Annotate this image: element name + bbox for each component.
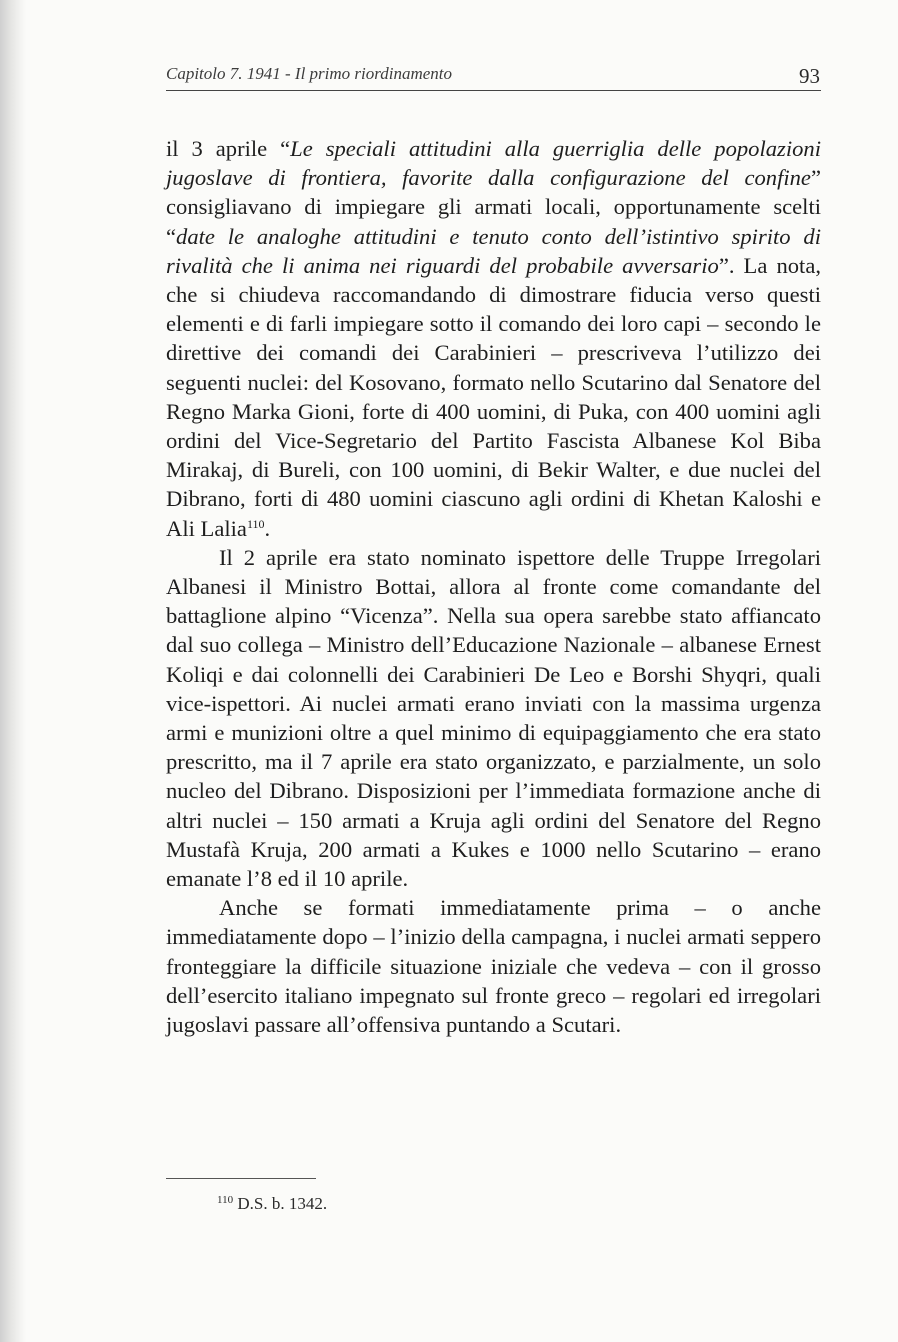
footnote-ref[interactable]: 110 xyxy=(246,516,265,531)
paragraph-3: Anche se formati immediatamente prima – o anche immediatamente dopo – l’inizio della campagna, i nuclei armati seppero fronteggiare la difficile situazione iniziale che vedeva – con il grosso dell’esercito italiano impegnato sul fronte greco – regolari ed irregolari jugoslavi passare all’offensiva puntando a Scutari. xyxy=(166,895,821,1038)
paragraph-1-end: . xyxy=(264,515,271,541)
paragraph-1-text-c: ”. La nota, che si chiudeva raccomandando di dimostrare fiducia verso questi elementi e di farli impiegare sotto il comando dei loro capi – secondo le direttive dei comandi dei Carabinieri – prescriveva l’utilizzo dei seguenti nuclei: del Kosovano, formato nello Scutarino dal Senatore del Regno Marka Gioni, forte di 400 uomini, di Puka, con 400 uomini agli ordini del Vice-Segretario del Partito Fascista Albanese Kol Biba Mirakaj, di Bureli, con 100 uomini, di Bekir Walter, e due nuclei del Dibrano, forti di 480 uomini ciascuno agli ordini di Khetan Kaloshi e Ali Lalia xyxy=(166,252,822,541)
paragraph-1-text-a: il 3 aprile “ xyxy=(166,136,291,161)
body-text xyxy=(166,134,821,1039)
paragraph-1-text-b: ” consigliavano di impiegare gli armati locali, opportunamente scelti “ xyxy=(166,165,821,249)
footnote xyxy=(217,1194,327,1214)
page-gutter-shadow xyxy=(0,0,26,1342)
footnote-text: D.S. b. 1342. xyxy=(237,1194,328,1213)
header-rule xyxy=(166,90,821,91)
paragraph-1 xyxy=(166,134,821,543)
running-head: Capitolo 7. 1941 - Il primo riordinamento xyxy=(166,64,453,83)
quote-2: date le analoghe attitudini e tenuto conto dell’istintivo spirito di rivalità che li anima nei riguardi del probabile avversario xyxy=(166,223,821,278)
quote-1: Le speciali attitudini alla guerriglia delle popolazioni jugoslave di frontiera, favorite dalla configurazione del confine xyxy=(166,136,821,191)
footnote-rule xyxy=(166,1178,316,1179)
paragraph-2: Il 2 aprile era stato nominato ispettore delle Truppe Irregolari Albanesi il Ministro Bottai, allora al fronte come comandante del battaglione alpino “Vicenza”. Nella sua opera sarebbe stato affiancato dal suo collega – Ministro dell’Educazione Nazionale – albanese Ernest Koliqi e dai colonnelli dei Carabinieri De Leo e Borshi Shyqri, quali vice-ispettori. Ai nuclei armati erano inviati con la massima urgenza armi e munizioni oltre a quel minimo di equipaggiamento che era stato prescritto, ma il 7 aprile era stato organizzato, e parzialmente, un solo nucleo del Dibrano. Disposizioni per l’immediata formazione anche di altri nuclei – 150 armati a Kruja agli ordini del Senatore del Regno Mustafà Kruja, 200 armati a Kukes e 1000 nello Scutarino – erano emanate l’8 ed il 10 aprile. xyxy=(166,544,821,892)
page-number: 93 xyxy=(799,64,820,88)
footnote-number: 110 xyxy=(217,1194,234,1206)
